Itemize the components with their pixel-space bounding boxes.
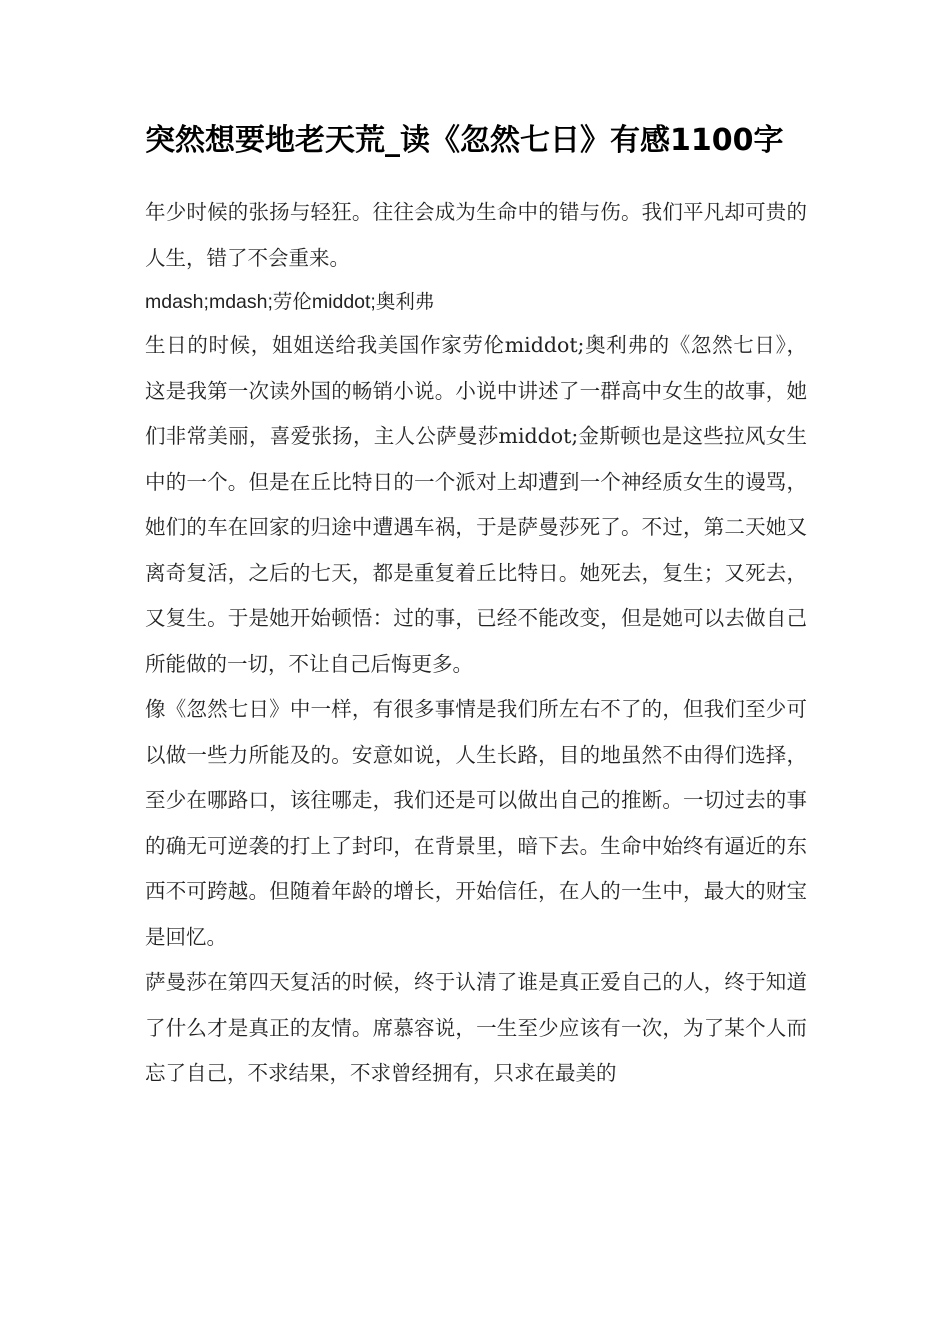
body-paragraph: 像《忽然七日》中一样，有很多事情是我们所左右不了的，但我们至少可以做一些力所能及的。安意如说，人生长路，目的地虽然不由得们选择，至少在哪路口，该往哪走，我们还是可以做出自己的推断。一切过去的事的确无可逆袭的打上了封印，在背景里，暗下去。生命中始终有逼近的东西不可跨越。但随着年龄的增长，开始信任，在人的一生中，最大的财宝是回忆。 — [145, 697, 807, 949]
document-body — [145, 112, 807, 1097]
document-title: 突然想要地老天荒_读《忽然七日》有感1100字 — [145, 123, 784, 158]
body-paragraph: 萨曼莎在第四天复活的时候，终于认清了谁是真正爱自己的人，终于知道了什么才是真正的友情。席慕容说，一生至少应该有一次，为了某个人而忘了自己，不求结果，不求曾经拥有，只求在最美的 — [145, 970, 807, 1085]
body-paragraph: 生日的时候，姐姐送给我美国作家劳伦middot;奥利弗的《忽然七日》，这是我第一次读外国的畅销小说。小说中讲述了一群高中女生的故事，她们非常美丽，喜爱张扬，主人公萨曼莎middot;金斯顿也是这些拉风女生中的一个。但是在丘比特日的一个派对上却遭到一个神经质女生的谩骂，她们的车在回家的归途中遭遇车祸，于是萨曼莎死了。不过，第二天她又离奇复活，之后的七天，都是重复着丘比特日。她死去，复生；又死去，又复生。于是她开始顿悟：过的事，已经不能改变，但是她可以去做自己所能做的一切，不让自己后悔更多。 — [145, 333, 807, 676]
quote-attribution: mdash;mdash;劳伦middot;奥利弗 — [145, 291, 435, 313]
opening-paragraph: 年少时候的张扬与轻狂。往往会成为生命中的错与伤。我们平凡却可贵的人生，错了不会重来。 — [145, 200, 807, 270]
